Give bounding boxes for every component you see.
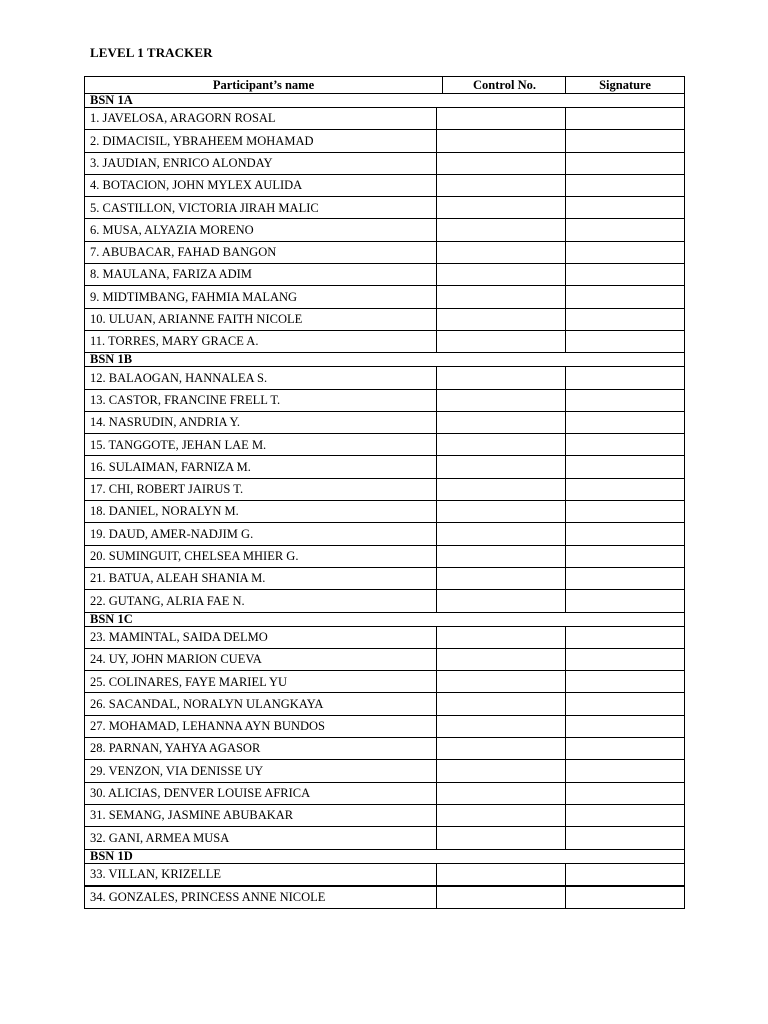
control-no-cell <box>436 590 565 611</box>
table-row <box>84 196 685 218</box>
signature-cell <box>565 546 684 567</box>
participant-name-cell: 32. GANI, ARMEA MUSA <box>90 830 230 845</box>
control-no-cell <box>436 175 565 196</box>
table-row <box>84 863 685 885</box>
column-header-participant-name: Participant’s name <box>212 77 315 92</box>
control-no-cell <box>436 864 565 885</box>
control-no-cell <box>436 331 565 352</box>
table-row <box>84 263 685 285</box>
table-row <box>84 366 685 388</box>
participant-name-cell: 34. GONZALES, PRINCESS ANNE NICOLE <box>90 890 326 905</box>
control-no-cell <box>436 390 565 411</box>
table-row <box>84 589 685 611</box>
control-no-cell <box>436 546 565 567</box>
participant-name-cell: 23. MAMINTAL, SAIDA DELMO <box>90 629 268 644</box>
table-row <box>84 455 685 477</box>
control-no-cell <box>436 501 565 522</box>
table-row <box>84 241 685 263</box>
signature-cell <box>565 693 684 714</box>
signature-cell <box>565 501 684 522</box>
control-no-cell <box>436 153 565 174</box>
control-no-cell <box>436 219 565 240</box>
participant-name-cell: 3. JAUDIAN, ENRICO ALONDAY <box>90 155 273 170</box>
control-no-cell <box>436 627 565 648</box>
control-no-cell <box>436 456 565 477</box>
control-no-cell <box>436 716 565 737</box>
control-no-cell <box>436 671 565 692</box>
participant-name-cell: 16. SULAIMAN, FARNIZA M. <box>90 459 251 474</box>
control-no-cell <box>436 693 565 714</box>
participant-name-cell: 17. CHI, ROBERT JAIRUS T. <box>90 482 244 497</box>
signature-cell <box>565 367 684 388</box>
control-no-cell <box>436 108 565 129</box>
section-header: BSN 1C <box>84 612 685 626</box>
participant-name-cell: 31. SEMANG, JASMINE ABUBAKAR <box>90 808 294 823</box>
signature-cell <box>565 671 684 692</box>
participant-name-cell: 8. MAULANA, FARIZA ADIM <box>90 267 252 282</box>
participant-name-cell: 12. BALAOGAN, HANNALEA S. <box>90 370 268 385</box>
column-header-signature: Signature <box>565 77 684 93</box>
participant-name-cell: 1. JAVELOSA, ARAGORN ROSAL <box>90 111 276 126</box>
table-row <box>84 218 685 240</box>
section-header: BSN 1D <box>84 849 685 863</box>
participant-name-cell: 22. GUTANG, ALRIA FAE N. <box>90 593 245 608</box>
participant-name-cell: 10. ULUAN, ARIANNE FAITH NICOLE <box>90 312 303 327</box>
signature-cell <box>565 197 684 218</box>
signature-cell <box>565 887 684 908</box>
signature-cell <box>565 783 684 804</box>
control-no-cell <box>436 783 565 804</box>
participant-name-cell: 5. CASTILLON, VICTORIA JIRAH MALIC <box>90 200 319 215</box>
column-header-control-no: Control No. <box>442 77 566 93</box>
participant-name-cell: 24. UY, JOHN MARION CUEVA <box>90 652 262 667</box>
control-no-cell <box>436 568 565 589</box>
participant-name-cell: 11. TORRES, MARY GRACE A. <box>90 334 259 349</box>
control-no-cell <box>436 412 565 433</box>
table-row <box>84 885 685 909</box>
table-row <box>84 411 685 433</box>
participant-name-cell: 9. MIDTIMBANG, FAHMIA MALANG <box>90 289 298 304</box>
signature-cell <box>565 568 684 589</box>
signature-cell <box>565 309 684 330</box>
control-no-cell <box>436 367 565 388</box>
control-no-cell <box>436 649 565 670</box>
table-row <box>84 285 685 307</box>
signature-cell <box>565 590 684 611</box>
table-row <box>84 308 685 330</box>
table-row <box>84 330 685 352</box>
signature-cell <box>565 153 684 174</box>
table-row <box>84 174 685 196</box>
document-title: LEVEL 1 TRACKER <box>90 45 213 60</box>
signature-cell <box>565 331 684 352</box>
signature-cell <box>565 242 684 263</box>
signature-cell <box>565 264 684 285</box>
participant-name-cell: 29. VENZON, VIA DENISSE UY <box>90 763 264 778</box>
table-row <box>84 759 685 781</box>
participant-name-cell: 21. BATUA, ALEAH SHANIA M. <box>90 571 266 586</box>
table-body <box>84 93 685 909</box>
signature-cell <box>565 130 684 151</box>
table-row <box>84 478 685 500</box>
participant-name-cell: 18. DANIEL, NORALYN M. <box>90 504 239 519</box>
control-no-cell <box>436 434 565 455</box>
signature-cell <box>565 434 684 455</box>
control-no-cell <box>436 738 565 759</box>
table-row <box>84 692 685 714</box>
signature-cell <box>565 175 684 196</box>
control-no-cell <box>436 827 565 848</box>
table-row <box>84 522 685 544</box>
table-row <box>84 567 685 589</box>
participant-name-cell: 6. MUSA, ALYAZIA MORENO <box>90 222 254 237</box>
table-row <box>84 737 685 759</box>
participant-name-cell: 28. PARNAN, YAHYA AGASOR <box>90 741 261 756</box>
participant-name-cell: 20. SUMINGUIT, CHELSEA MHIER G. <box>90 549 299 564</box>
table-row <box>84 782 685 804</box>
participant-name-cell: 33. VILLAN, KRIZELLE <box>90 866 221 881</box>
signature-cell <box>565 738 684 759</box>
control-no-cell <box>436 805 565 826</box>
signature-cell <box>565 390 684 411</box>
signature-cell <box>565 412 684 433</box>
signature-cell <box>565 716 684 737</box>
control-no-cell <box>436 523 565 544</box>
signature-cell <box>565 456 684 477</box>
control-no-cell <box>436 887 565 908</box>
signature-cell <box>565 760 684 781</box>
control-no-cell <box>436 242 565 263</box>
participant-name-cell: 14. NASRUDIN, ANDRIA Y. <box>90 415 241 430</box>
signature-cell <box>565 649 684 670</box>
signature-cell <box>565 523 684 544</box>
table-row <box>84 389 685 411</box>
control-no-cell <box>436 130 565 151</box>
tracker-table <box>84 76 685 909</box>
table-row <box>84 715 685 737</box>
control-no-cell <box>436 264 565 285</box>
table-row <box>84 129 685 151</box>
table-row <box>84 648 685 670</box>
table-header-row <box>84 76 685 93</box>
participant-name-cell: 25. COLINARES, FAYE MARIEL YU <box>90 674 287 689</box>
participant-name-cell: 27. MOHAMAD, LEHANNA AYN BUNDOS <box>90 719 325 734</box>
table-row <box>84 826 685 848</box>
signature-cell <box>565 219 684 240</box>
table-row <box>84 670 685 692</box>
participant-name-cell: 19. DAUD, AMER-NADJIM G. <box>90 526 254 541</box>
participant-name-cell: 4. BOTACION, JOHN MYLEX AULIDA <box>90 178 303 193</box>
control-no-cell <box>436 760 565 781</box>
table-row <box>84 500 685 522</box>
signature-cell <box>565 864 684 885</box>
participant-name-cell: 2. DIMACISIL, YBRAHEEM MOHAMAD <box>90 133 314 148</box>
control-no-cell <box>436 286 565 307</box>
control-no-cell <box>436 479 565 500</box>
signature-cell <box>565 286 684 307</box>
participant-name-cell: 30. ALICIAS, DENVER LOUISE AFRICA <box>90 786 311 800</box>
table-row <box>84 107 685 129</box>
signature-cell <box>565 479 684 500</box>
section-header: BSN 1B <box>84 352 685 366</box>
participant-name-cell: 15. TANGGOTE, JEHAN LAE M. <box>90 437 267 452</box>
table-row <box>84 433 685 455</box>
signature-cell <box>565 627 684 648</box>
signature-cell <box>565 108 684 129</box>
table-row <box>84 152 685 174</box>
table-row <box>84 545 685 567</box>
table-row <box>84 626 685 648</box>
control-no-cell <box>436 309 565 330</box>
section-header: BSN 1A <box>84 93 685 107</box>
participant-name-cell: 26. SACANDAL, NORALYN ULANGKAYA <box>90 696 324 711</box>
table-row <box>84 804 685 826</box>
signature-cell <box>565 805 684 826</box>
participant-name-cell: 7. ABUBACAR, FAHAD BANGON <box>90 245 277 260</box>
signature-cell <box>565 827 684 848</box>
control-no-cell <box>436 197 565 218</box>
participant-name-cell: 13. CASTOR, FRANCINE FRELL T. <box>90 392 281 407</box>
